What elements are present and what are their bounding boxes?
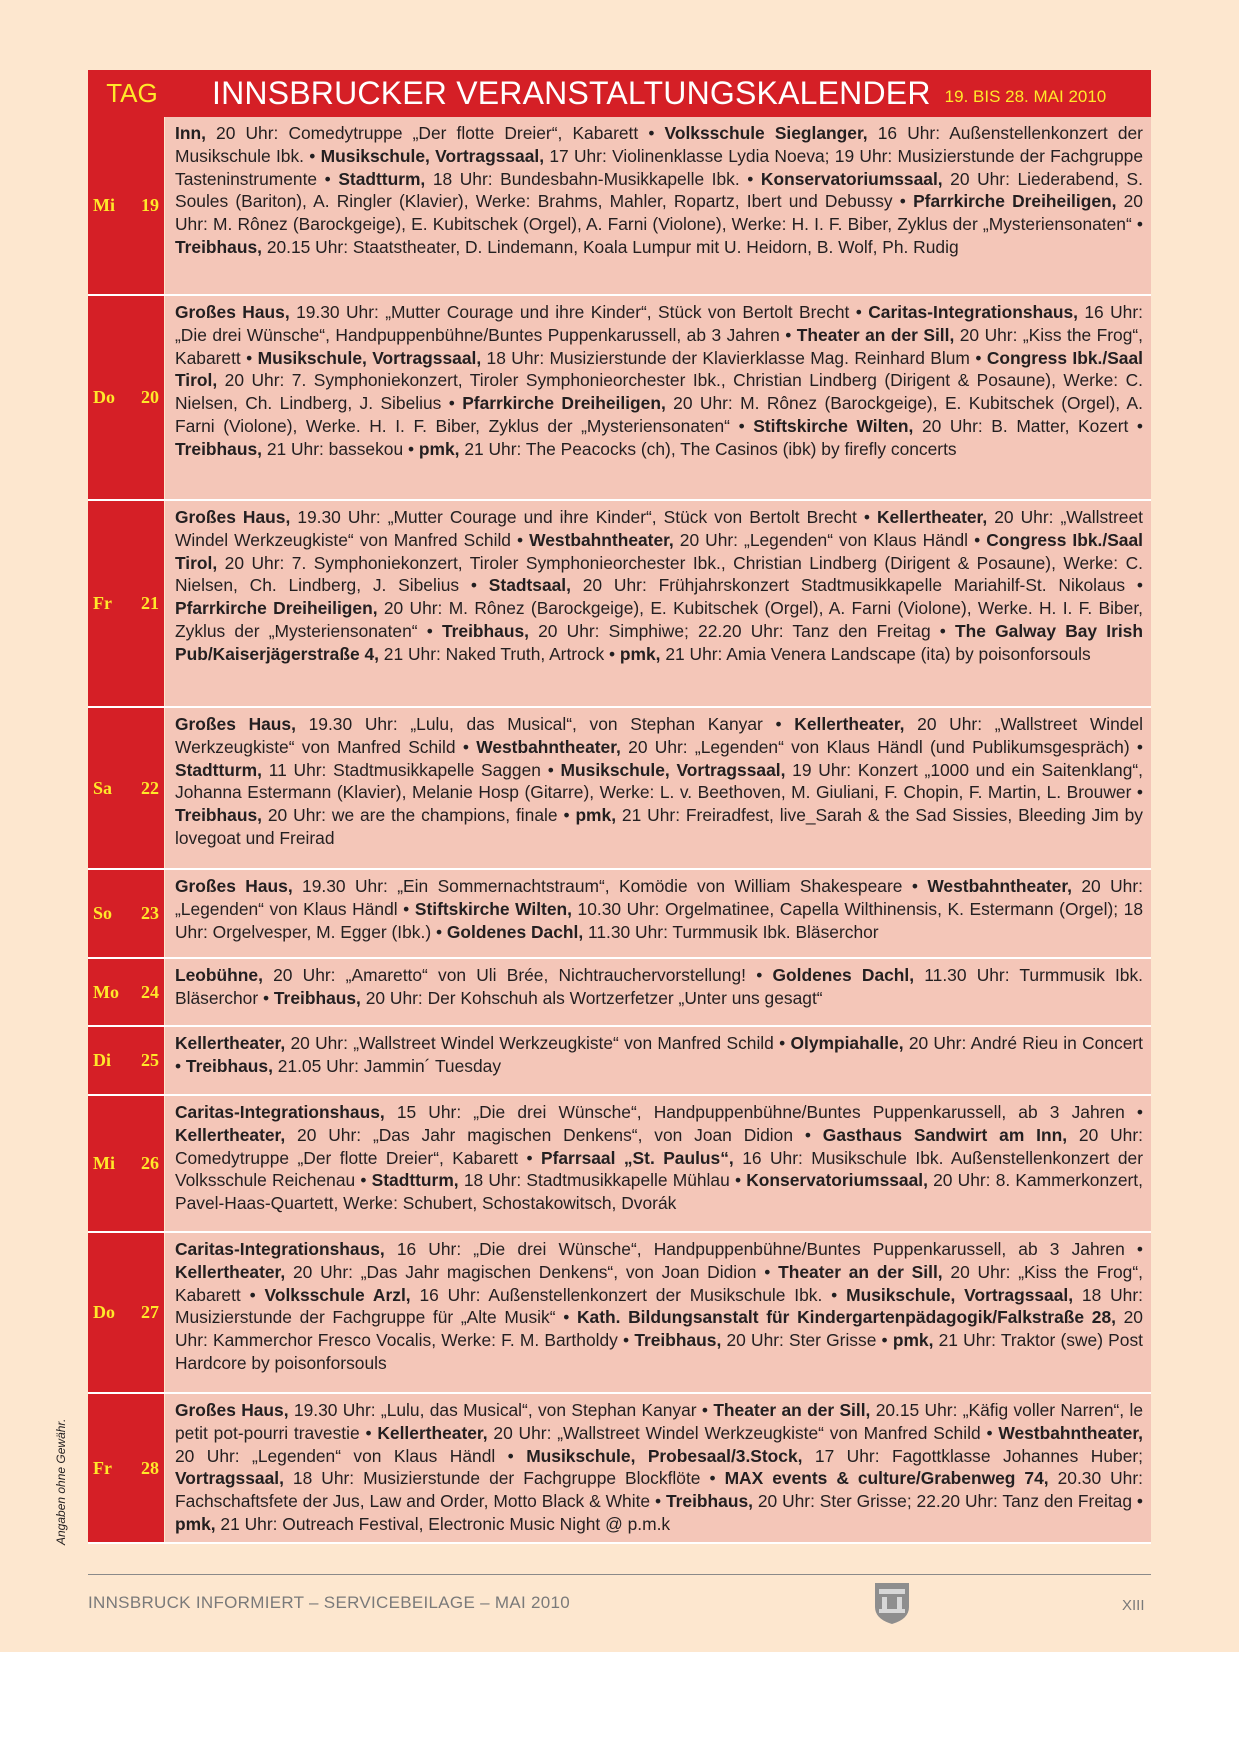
date-number: 20 (141, 387, 159, 407)
event-details: 18 Uhr: Bundesbahn-Musikkapelle Ibk. (425, 168, 740, 189)
event-item (175, 237, 959, 257)
bullet-separator: • (969, 347, 987, 368)
bullet-separator: • (762, 714, 795, 734)
bullet-separator: • (1124, 1102, 1144, 1122)
bullet-separator: • (773, 1033, 791, 1053)
event-details: 20 Uhr: Der Kohschuh als Wortzerfetzer „Unter uns gesagt“ (360, 987, 823, 1008)
bullet-separator: • (876, 1330, 893, 1351)
event-details: 20 Uhr: M. Rônez (Barockgeige), E. Kubitschek (Orgel), A. Farni (Violone), Werke. H. I. F. Biber, Zyklus der „Mysteriensonaten“ (175, 598, 1143, 641)
event-details: 20 Uhr: „Das Jahr magischen Denkens“, von Joan Didion (285, 1261, 757, 1282)
bullet-separator: • (1131, 214, 1144, 235)
day-label (88, 501, 164, 706)
event-details: 16 Uhr: Außenstellenkonzert der Musikschule Ibk. (410, 1284, 823, 1305)
event-item (265, 1285, 823, 1305)
event-venue: Musikschule, Vortragssaal, (846, 1284, 1074, 1305)
event-item (175, 123, 638, 143)
event-venue: Musikschule, Vortragssaal, (257, 347, 482, 368)
bullet-separator: • (980, 1422, 999, 1443)
event-venue: Gasthaus Sandwirt am Inn, (822, 1124, 1068, 1145)
bullet-separator: • (1129, 736, 1143, 757)
events-text (165, 1394, 1151, 1542)
event-details: 19 Uhr: Konzert „1000 und ein Saitenklang“, Johanna Estermann (Klavier), Melanie Hosp (Gitarre), Werke: L. v. Beethoven, M. Giuliani, F. Chopin, F. Martin, L. Brouwer (175, 759, 1143, 803)
events-text (165, 708, 1151, 868)
event-details: 20 Uhr: Ster Grisse; 22.20 Uhr: Tanz den Freitag (752, 1491, 1133, 1512)
bullet-separator: • (779, 324, 797, 345)
event-venue: Stiftskirche Wilten, (753, 415, 914, 436)
event-item (274, 988, 823, 1008)
event-venue: Treibhaus, (175, 438, 262, 459)
day-label (88, 1027, 164, 1094)
event-item (186, 1056, 501, 1076)
date-number: 27 (141, 1302, 159, 1322)
event-venue: Musikschule, Vortragssaal, (320, 145, 545, 166)
event-details: 11.30 Uhr: Turmmusik Ibk. Bläserchor (583, 921, 879, 942)
event-venue: pmk, (575, 805, 617, 826)
bullet-separator: • (822, 1284, 847, 1305)
event-details: 20 Uhr: Simphiwe; 22.20 Uhr: Tanz den Freitag (528, 620, 931, 641)
event-details: 17 Uhr: Violinenklasse Lydia Noeva; 19 Uhr: Musizierstunde der Fachgruppe Tasteninstrumente (175, 145, 1143, 189)
event-venue: Congress Ibk./Saal Tirol, (175, 529, 1143, 573)
city-crest-icon (873, 1581, 911, 1625)
event-venue: Konservatoriumssaal, (746, 1170, 928, 1191)
weekday: So (93, 903, 113, 923)
page-number: XIII (1122, 1597, 1145, 1614)
event-venue: Treibhaus, (634, 1330, 722, 1351)
bullet-separator: • (849, 302, 869, 322)
event-venue: Leobühne, (175, 965, 263, 985)
bullet-separator: • (746, 965, 773, 985)
weekday: Do (93, 387, 115, 407)
bullet-separator: • (1124, 1239, 1144, 1259)
event-details: 18 Uhr: Musizierstunde der Fachgruppe Blockflöte (283, 1468, 701, 1489)
day-label (88, 870, 164, 957)
date-number: 28 (141, 1457, 159, 1478)
event-details: 16 Uhr: „Die drei Wünsche“, Handpuppenbühne/Buntes Puppenkarussell, ab 3 Jahren (384, 1239, 1125, 1259)
event-item (175, 805, 558, 825)
event-details: 20 Uhr: „Legenden“ von Klaus Händl (175, 1445, 496, 1466)
event-item (790, 1033, 1143, 1053)
weekday: Mi (93, 195, 115, 215)
event-details: 19.30 Uhr: „Lulu, das Musical“, von Stephan Kanyar (288, 1400, 697, 1420)
event-details: 11 Uhr: Stadtmusikkapelle Saggen (261, 759, 541, 780)
event-details: 21 Uhr: Outreach Festival, Electronic Music Night @ p.m.k (215, 1513, 671, 1534)
event-venue: Goldenes Dachl, (446, 921, 584, 942)
event-details: 20 Uhr: „Wallstreet Windel Werkzeugkiste“ von Manfred Schild (285, 1033, 774, 1053)
event-venue: Treibhaus, (175, 805, 262, 826)
event-venue: Volksschule Arzl, (264, 1284, 411, 1305)
event-item (338, 169, 739, 189)
event-details: 20.15 Uhr: „Käfig voller Narren“, le petit pot-pourri travestie (175, 1400, 1143, 1443)
event-venue: Treibhaus, (175, 236, 262, 257)
bullet-separator: • (431, 921, 447, 942)
event-venue: Theater an der Sill, (778, 1261, 943, 1282)
weekday: Fr (93, 593, 112, 613)
bullet-separator: • (518, 1147, 541, 1168)
event-details: 18 Uhr: Musizierstunde der Klavierklasse Mag. Reinhard Blum (481, 347, 970, 368)
event-venue: Treibhaus, (273, 987, 361, 1008)
day-row (88, 1233, 1151, 1394)
bullet-separator: • (739, 168, 761, 189)
event-item (620, 644, 1091, 664)
event-item (175, 760, 541, 780)
event-venue: Stiftskirche Wilten, (414, 898, 572, 919)
bullet-separator: • (540, 759, 561, 780)
event-details: 21.05 Uhr: Jammin´ Tuesday (272, 1055, 502, 1076)
disclaimer-note: Angaben ohne Gewähr. (54, 1418, 68, 1545)
event-details: 15 Uhr: „Die drei Wünsche“, Handpuppenbühne/Buntes Puppenkarussell, ab 3 Jahren (384, 1102, 1125, 1122)
events-text (165, 296, 1151, 499)
event-details: 21 Uhr: The Peacocks (ch), The Casinos (ibk) by firefly concerts (459, 438, 957, 459)
event-venue: Vortragssaal, (175, 1468, 284, 1489)
event-venue: Caritas-Integrationshaus, (868, 302, 1078, 322)
day-row (88, 296, 1151, 501)
event-venue: Musikschule, Vortragssaal, (560, 759, 786, 780)
event-details: 20 Uhr: „Amaretto“ von Uli Brée, Nichtrauchervorstellung! (262, 965, 746, 985)
bullet-separator: • (892, 191, 914, 212)
event-venue: Kellertheater, (175, 1124, 286, 1145)
bullet-separator: • (359, 1422, 378, 1443)
event-venue: Stadtturm, (175, 759, 262, 780)
date-number: 21 (141, 593, 159, 613)
day-row (88, 1394, 1151, 1544)
weekday: Sa (93, 777, 113, 798)
day-row (88, 117, 1151, 296)
bullet-separator: • (856, 507, 877, 527)
bullet-separator: • (930, 620, 956, 641)
event-item (175, 1400, 697, 1420)
day-row (88, 1096, 1151, 1233)
event-details: 19.30 Uhr: „Ein Sommernachtstraum“, Komödie von William Shakespeare (292, 876, 903, 896)
event-venue: Olympiahalle, (790, 1033, 904, 1053)
event-item (377, 1423, 980, 1443)
day-row (88, 870, 1151, 959)
bullet-separator: • (617, 1330, 635, 1351)
bullet-separator: • (355, 1170, 372, 1191)
event-details: 19.30 Uhr: „Lulu, das Musical“, von Stephan Kanyar (295, 714, 763, 734)
event-details: 18 Uhr: Stadtmusikkapelle Mühlau (458, 1170, 730, 1191)
event-venue: Kellertheater, (794, 714, 905, 734)
event-item (442, 621, 931, 641)
event-venue: Westbahntheater, (998, 1422, 1143, 1443)
day-label (88, 1096, 164, 1231)
day-row (88, 708, 1151, 870)
event-venue: Treibhaus, (185, 1055, 273, 1076)
event-details: 20 Uhr: Comedytruppe „Der flotte Dreier“, Kabarett (205, 123, 639, 143)
event-venue: pmk, (175, 1513, 216, 1534)
event-details: 20 Uhr: „Legenden“ von Klaus Händl (175, 876, 1143, 919)
event-details: 21 Uhr: Amia Venera Landscape (ita) by poisonforsouls (660, 643, 1091, 664)
event-item (175, 1125, 793, 1145)
event-details: 20 Uhr: M. Rônez (Barockgeige), E. Kubitschek (Orgel), A. Farni (Violone), Werke. H. I. F. Biber, Zyklus der „Mysteriensonaten“ (175, 393, 1143, 436)
event-details: 11.30 Uhr: Turmmusik Ibk. Bläserchor (175, 965, 1143, 1008)
event-item (175, 1033, 774, 1053)
event-item (175, 1239, 1125, 1259)
event-details: 21 Uhr: bassekou (261, 438, 404, 459)
event-venue: pmk, (619, 643, 661, 664)
event-details: 20 Uhr: „Wallstreet Windel Werkzeugkiste“ von Manfred Schild (487, 1422, 981, 1443)
bullet-separator: • (459, 575, 489, 596)
day-label (88, 1233, 164, 1392)
event-item (175, 1262, 756, 1282)
event-item (175, 714, 763, 734)
event-details: 18 Uhr: Musizierstunde der Fachgruppe für „Alte Musik“ (175, 1284, 1143, 1328)
bullet-separator: • (397, 898, 415, 919)
bullet-separator: • (1132, 1491, 1144, 1512)
date-number: 22 (141, 777, 159, 798)
event-item (372, 1170, 730, 1190)
date-number: 25 (141, 1050, 159, 1070)
event-venue: Treibhaus, (665, 1491, 753, 1512)
event-item (175, 876, 902, 896)
event-details: 21 Uhr: Naked Truth, Artrock (378, 643, 605, 664)
event-item (419, 439, 957, 459)
event-item (529, 530, 968, 550)
event-details: 20 Uhr: „Legenden“ von Klaus Händl (und Publikumsgespräch) (620, 736, 1130, 757)
bullet-separator: • (1128, 415, 1143, 436)
event-venue: Volksschule Sieglanger, (664, 123, 868, 143)
event-item (447, 922, 879, 942)
event-venue: Caritas-Integrationshaus, (175, 1102, 385, 1122)
event-details: 17 Uhr: Fagottklasse Johannes Huber; (802, 1445, 1143, 1466)
event-item (175, 507, 857, 527)
event-venue: Großes Haus, (175, 507, 291, 527)
event-venue: pmk, (418, 438, 460, 459)
event-venue: Kellertheater, (377, 1422, 488, 1443)
event-item (666, 1491, 1132, 1511)
event-item (175, 965, 746, 985)
event-venue: Konservatoriumssaal, (760, 168, 943, 189)
date-number: 19 (141, 195, 159, 215)
bullet-separator: • (240, 1284, 265, 1305)
event-venue: Kellertheater, (877, 507, 988, 527)
event-venue: Stadtturm, (338, 168, 426, 189)
event-details: 20 Uhr: Kammerchor Fresco Vocalis, Werke: F. M. Bartholdy (175, 1307, 1143, 1351)
event-item (175, 302, 849, 322)
event-venue: Pfarrkirche Dreiheiligen, (913, 191, 1117, 212)
event-details: 20 Uhr: M. Rônez (Barockgeige), E. Kubitschek (Orgel), A. Farni (Violone), Werke: H. I. F. Biber, Zyklus der „Mysteriensonaten“ (175, 191, 1143, 235)
event-item (753, 416, 1128, 436)
bullet-separator: • (304, 145, 321, 166)
bullet-separator: • (604, 643, 620, 664)
weekday: Fr (93, 1457, 112, 1478)
event-details: 20 Uhr: 8. Kammerkonzert, Pavel-Haas-Quartett, Werke: Schubert, Schostakowitsch, Dvorák (175, 1170, 1143, 1214)
event-venue: Theater an der Sill, (796, 324, 955, 345)
bullet-separator: • (455, 736, 477, 757)
bullet-separator: • (175, 1055, 186, 1076)
calendar-header (88, 70, 1151, 117)
event-details: 20 Uhr: „Das Jahr magischen Denkens“, von Joan Didion (285, 1124, 793, 1145)
calendar-title: INNSBRUCKER VERANSTALTUNGSKALENDER (212, 75, 931, 111)
event-details: 20 Uhr: 7. Symphoniekonzert, Tiroler Symphonieorchester Ibk., Christian Lindberg (Dirigent & Posaune), Werke: C. Nielsen, Ch. Lindberg, J. Sibelius (175, 370, 1143, 414)
event-details: 16 Uhr: „Die drei Wünsche“, Handpuppenbühne/Buntes Puppenkarussell, ab 3 Jahren (175, 302, 1143, 345)
bullet-separator: • (696, 1400, 714, 1420)
weekday: Mi (93, 1153, 115, 1173)
event-venue: Musikschule, Probesaal/3.Stock, (526, 1445, 803, 1466)
events-text (165, 1096, 1151, 1231)
bullet-separator: • (1125, 575, 1143, 596)
event-venue: Treibhaus, (441, 620, 529, 641)
events-text (165, 870, 1151, 957)
event-details: 20 Uhr: „Wallstreet Windel Werkzeugkiste“ von Manfred Schild (175, 507, 1143, 550)
day-row (88, 501, 1151, 708)
header-tag-label: TAG (106, 78, 158, 108)
event-details: 10.30 Uhr: Orgelmatinee, Capella Wilthinensis, K. Estermann (Orgel); 18 Uhr: Orgelvesper, M. Egger (Ibk.) (175, 898, 1143, 942)
event-details: 20 Uhr: „Wallstreet Windel Werkzeugkiste“ von Manfred Schild (175, 714, 1143, 757)
event-venue: Inn, (175, 123, 206, 143)
event-venue: Pfarrsaal „St. Paulus“, (540, 1147, 734, 1168)
bullet-separator: • (793, 1124, 823, 1145)
bullet-separator: • (650, 1491, 666, 1512)
day-label (88, 708, 164, 868)
bullet-separator: • (403, 438, 419, 459)
event-venue: Caritas-Integrationshaus, (175, 1239, 385, 1259)
event-venue: Stadtsaal, (488, 575, 571, 596)
event-venue: Westbahntheater, (927, 876, 1072, 896)
event-details: 20 Uhr: Comedytruppe „Der flotte Dreier“, Kabarett (175, 1124, 1143, 1168)
events-text (165, 1233, 1151, 1392)
events-text (165, 1027, 1151, 1094)
event-details: 20.15 Uhr: Staatstheater, D. Lindemann, Koala Lumpur mit U. Heidorn, B. Wolf, Ph. Rudig (261, 236, 959, 257)
event-venue: MAX events & culture/Grabenweg 74, (724, 1468, 1049, 1489)
bullet-separator: • (756, 1261, 779, 1282)
bullet-separator: • (441, 393, 463, 414)
event-venue: Großes Haus, (175, 714, 296, 734)
bullet-separator: • (555, 1307, 577, 1328)
event-item (175, 1514, 670, 1534)
event-venue: Theater an der Sill, (713, 1400, 871, 1420)
bullet-separator: • (510, 529, 530, 550)
event-details: 20 Uhr: „Kiss the Frog“, Kabarett (175, 1261, 1143, 1305)
bullet-separator: • (902, 876, 928, 896)
bullet-separator: • (1131, 782, 1143, 803)
bullet-separator: • (417, 620, 442, 641)
event-venue: Großes Haus, (175, 302, 290, 322)
weekday: Do (93, 1302, 115, 1322)
weekday: Mo (93, 981, 119, 1002)
event-item (175, 439, 403, 459)
event-venue: pmk, (892, 1330, 934, 1351)
event-venue: Stadtturm, (371, 1170, 459, 1191)
event-details: 21 Uhr: Freiradfest, live_Sarah & the Sad Sissies, Bleeding Jim by lovegoat und Freirad (175, 805, 1143, 848)
event-item (489, 575, 1125, 595)
date-number: 26 (141, 1153, 159, 1173)
day-label (88, 1394, 164, 1542)
bullet-separator: • (240, 347, 258, 368)
event-venue: Großes Haus, (175, 876, 293, 896)
date-number: 24 (141, 981, 159, 1002)
event-details: 16 Uhr: Musikschule Ibk. Außenstellenkonzert der Volksschule Reichenau (175, 1147, 1143, 1191)
day-row (88, 1027, 1151, 1096)
event-venue: Congress Ibk./Saal Tirol, (175, 347, 1143, 391)
event-details: 20 Uhr: Ster Grisse (721, 1330, 877, 1351)
event-details: 20 Uhr: Liederabend, S. Soules (Bariton), A. Ringler (Klavier), Werke: Brahms, Mahler, Ropartz, Ibert und Debussy (175, 168, 1143, 212)
bullet-separator: • (495, 1445, 527, 1466)
event-venue: Westbahntheater, (529, 529, 674, 550)
event-venue: Pfarrkirche Dreiheiligen, (462, 393, 666, 414)
day-label (88, 959, 164, 1025)
event-details: 20.30 Uhr: Fachschaftsfete der Jus, Law and Order, Motto Black & White (175, 1468, 1143, 1512)
footer-publication: INNSBRUCK INFORMIERT – SERVICEBEILAGE – MAI 2010 (88, 1593, 571, 1612)
event-venue: Kellertheater, (175, 1261, 286, 1282)
footer-divider (88, 1574, 1151, 1575)
event-details: 21 Uhr: Traktor (swe) Post Hardcore by poisonforsouls (175, 1330, 1143, 1373)
event-details: 20 Uhr: 7. Symphoniekonzert, Tiroler Symphonieorchester Ibk., Christian Lindberg (Dirigent & Posaune), Werke: C. Nielsen, Ch. Lindberg, J. Sibelius (175, 552, 1143, 596)
day-row (88, 959, 1151, 1027)
event-details: 20 Uhr: B. Matter, Kozert (913, 415, 1129, 436)
event-details: 20 Uhr: „Legenden“ von Klaus Händl (673, 529, 969, 550)
event-item (258, 348, 970, 368)
event-venue: Westbahntheater, (476, 736, 621, 757)
event-venue: Goldenes Dachl, (772, 965, 915, 985)
event-venue: Pfarrkirche Dreiheiligen, (175, 598, 378, 619)
event-details: 20 Uhr: Frühjahrskonzert Stadtmusikkapelle Mariahilf-St. Nikolaus (570, 575, 1126, 596)
event-details: 19.30 Uhr: „Mutter Courage und ihre Kinder“, Stück von Bertolt Brecht (290, 507, 857, 527)
events-text (165, 959, 1151, 1025)
event-details: 20 Uhr: „Kiss the Frog“, Kabarett (175, 324, 1144, 368)
date-range: 19. BIS 28. MAI 2010 (944, 86, 1107, 106)
bullet-separator: • (557, 805, 576, 826)
bullet-separator: • (729, 1170, 747, 1191)
event-venue: Großes Haus, (175, 1400, 289, 1420)
bullet-separator: • (258, 987, 274, 1008)
bullet-separator: • (317, 168, 339, 189)
date-number: 23 (141, 903, 159, 923)
bullet-separator: • (729, 415, 754, 436)
event-details: 20 Uhr: we are the champions, finale (261, 805, 558, 826)
event-details: 20 Uhr: André Rieu in Concert (903, 1033, 1143, 1053)
weekday: Di (93, 1050, 111, 1070)
bullet-separator: • (700, 1468, 725, 1489)
events-text (165, 501, 1151, 706)
event-item (476, 737, 1129, 757)
day-label (88, 296, 164, 499)
event-details: 16 Uhr: Außenstellenkonzert der Musikschule Ibk. (175, 123, 1143, 166)
event-venue: Kath. Bildungsanstalt für Kindergartenpädagogik/Falkstraße 28, (576, 1307, 1116, 1328)
event-item (634, 1330, 876, 1350)
event-details: 19.30 Uhr: „Mutter Courage und ihre Kinder“, Stück von Bertolt Brecht (289, 302, 850, 322)
events-text (165, 117, 1151, 294)
bullet-separator: • (968, 529, 987, 550)
event-item (175, 1102, 1125, 1122)
event-venue: Kellertheater, (175, 1033, 286, 1053)
event-venue: The Galway Bay Irish Pub/Kaiserjägerstraße 4, (175, 620, 1143, 664)
bullet-separator: • (638, 123, 665, 143)
day-label (88, 117, 164, 294)
